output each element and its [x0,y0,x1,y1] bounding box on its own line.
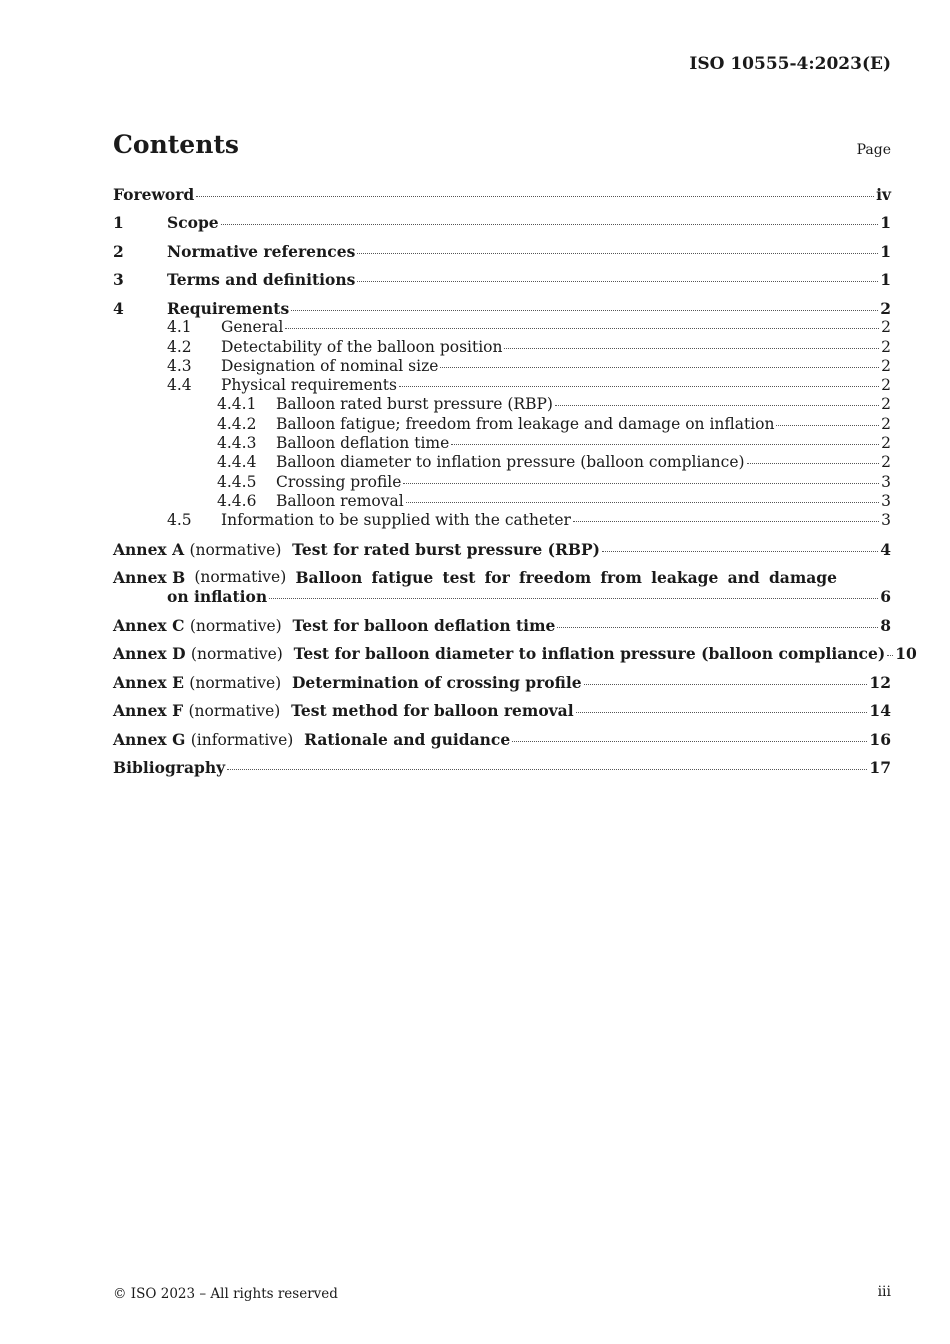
toc-leader [747,463,880,464]
toc-entry-nominal-size[interactable] [113,357,891,376]
toc-title: Information to be supplied with the catheter [221,511,571,530]
toc-entry-scope[interactable] [113,213,891,232]
toc-annex-label: Annex E (normative) Determination of crossing profile [113,672,582,692]
toc-entry-compliance[interactable] [113,453,891,472]
toc-leader [576,712,868,713]
document-id: ISO 10555-4:2023(E) [689,54,891,74]
toc-title: Balloon fatigue; freedom from leakage and damage on inflation [276,414,775,433]
toc-annex-label: Annex A (normative) Test for rated burst pressure (RBP) [113,539,600,559]
toc-page: 10 [895,644,917,664]
toc-number: 4.1 [167,318,192,337]
toc-leader [291,310,878,311]
toc-number: 4.4.2 [217,414,257,433]
toc-page: 2 [881,414,891,433]
toc-entry-balloon-removal[interactable] [113,492,891,511]
toc-number: 4.2 [167,337,192,356]
toc-entry-terms-and-definitions[interactable] [113,270,891,289]
toc-title: Bibliography [113,758,226,778]
toc-leader [399,386,879,387]
toc-number: 4.4.1 [217,395,257,414]
page-title: Contents [113,130,240,159]
toc-leader [555,405,879,406]
toc-title: Detectability of the balloon position [221,337,503,356]
toc-leader [887,655,893,656]
toc-number: 4.4.4 [217,453,257,472]
toc-page: 6 [880,587,891,607]
toc-page: iv [876,185,891,204]
toc-title: Terms and definitions [167,270,356,290]
toc-page: 14 [869,701,891,721]
toc-leader [451,444,879,445]
toc-number: 4 [113,298,124,318]
toc-title: Requirements [167,298,290,318]
toc-entry-detectability[interactable] [113,338,891,357]
toc-title: on inflation [167,587,268,607]
toc-number: 1 [113,213,124,233]
toc-entry-information-supplied[interactable] [113,511,891,530]
toc-leader [406,502,879,503]
toc-entry-annex-b-cont[interactable] [113,587,891,606]
toc-title: Balloon deflation time [276,434,450,453]
toc-title: Normative references [167,241,356,261]
toc-entry-bibliography[interactable] [113,758,891,777]
page-column-label: Page [856,142,891,158]
toc-entry-requirements[interactable] [113,299,891,318]
toc-title: General [221,318,284,337]
toc-entry-physical-requirements[interactable] [113,376,891,395]
toc-leader [227,769,867,770]
copyright-notice: © ISO 2023 – All rights reserved [113,1286,338,1302]
toc-page: 2 [881,318,891,337]
toc-number: 4.4.6 [217,491,257,510]
toc-annex-label: Annex C (normative) Test for balloon deflation time [113,615,556,635]
toc-leader [584,684,868,685]
toc-page: 4 [880,539,891,559]
page-number: iii [877,1284,891,1300]
toc-leader [504,348,879,349]
toc-page: 2 [881,453,891,472]
toc-entry-annex-g[interactable] [113,730,891,749]
toc-annex-b-line1: Annex B (normative) Balloon fatigue test for freedom from leakage and damage [113,568,837,588]
toc-page: 8 [880,615,891,635]
toc-page: 2 [880,298,891,318]
toc-page: 2 [881,395,891,414]
toc-title: Crossing profile [276,472,402,491]
toc-entry-rbp[interactable] [113,395,891,414]
toc-entry-annex-a[interactable] [113,540,891,559]
toc-annex-label: Annex G (informative) Rationale and guidance [113,729,511,749]
toc-leader [573,521,879,522]
toc-page: 16 [869,729,891,749]
toc-leader [602,551,878,552]
toc-leader [285,328,879,329]
toc-leader [512,741,867,742]
toc-leader [357,281,878,282]
toc-page: 1 [880,213,891,233]
toc-leader [357,253,878,254]
toc-page: 3 [881,491,891,510]
toc-number: 3 [113,270,124,290]
toc-leader [403,483,879,484]
toc-number: 4.4.5 [217,472,257,491]
toc-entry-crossing-profile[interactable] [113,473,891,492]
toc-title: Balloon rated burst pressure (RBP) [276,395,553,414]
toc-annex-label: Annex D (normative) Test for balloon diameter to inflation pressure (balloon compliance) [113,644,886,664]
toc-page: 17 [869,758,891,778]
toc-entry-deflation-time[interactable] [113,434,891,453]
toc-number: 4.4 [167,376,192,395]
toc-leader [196,196,874,197]
toc-title: Balloon removal [276,491,404,510]
toc-page: 2 [881,337,891,356]
toc-page: 2 [881,356,891,375]
toc-title: Scope [167,213,219,233]
toc-page: 1 [880,270,891,290]
toc-title: Physical requirements [221,376,397,395]
toc-leader [440,367,879,368]
toc-leader [776,425,879,426]
toc-entry-fatigue[interactable] [113,415,891,434]
toc-entry-annex-c[interactable] [113,616,891,635]
toc-page: 3 [881,511,891,530]
toc-title: Designation of nominal size [221,356,439,375]
toc-page: 1 [880,241,891,261]
toc-annex-label: Annex F (normative) Test method for balloon removal [113,701,574,721]
toc-entry-general[interactable] [113,318,891,337]
toc-page: 3 [881,472,891,491]
toc-page: 2 [881,376,891,395]
toc-page: 2 [881,434,891,453]
toc-entry-foreword[interactable] [113,185,891,204]
toc-entry-annex-d[interactable] [113,644,917,664]
toc-title: Foreword [113,185,195,204]
toc-number: 2 [113,241,124,261]
toc-title: Balloon diameter to inflation pressure (balloon compliance) [276,453,745,472]
toc-leader [557,627,878,628]
toc-leader [269,598,878,599]
toc-entry-normative-references[interactable] [113,242,891,261]
toc-number: 4.5 [167,511,192,530]
toc-page: 12 [869,672,891,692]
toc-number: 4.4.3 [217,434,257,453]
table-of-contents [113,185,917,778]
toc-number: 4.3 [167,356,192,375]
toc-entry-annex-e[interactable] [113,673,891,692]
toc-leader [221,224,879,225]
toc-entry-annex-b[interactable] [113,568,891,587]
toc-entry-annex-f[interactable] [113,701,891,720]
